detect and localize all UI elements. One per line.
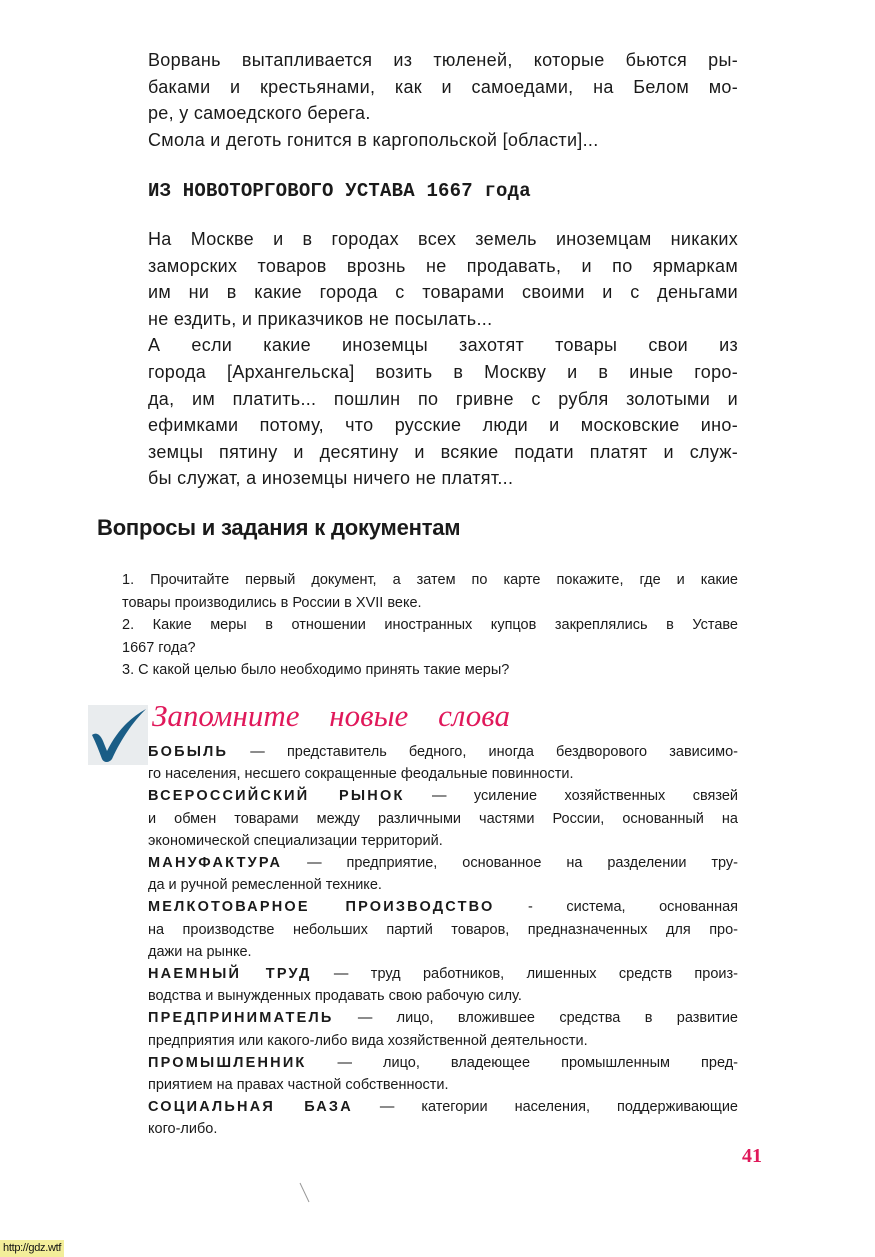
glossary-definition: - система, основанная [494, 899, 738, 916]
glossary-term: НАЕМНЫЙ ТРУД [148, 966, 312, 983]
glossary-definition: — труд работников, лишенных средств произ- [311, 966, 738, 983]
glossary-definition: го населения, несшего сокращенные феодальные повинности. [148, 766, 574, 783]
glossary-term: БОБЫЛЬ [148, 744, 229, 760]
glossary-entry [148, 963, 738, 985]
text-line: На Москве и в городах всех земель иноземцам никаких [148, 229, 738, 249]
text-line: А если какие иноземцы захотят товары свои из [148, 335, 738, 356]
text-line: ре, у самоедского берега. [148, 103, 371, 123]
glossary-term: МЕЛКОТОВАРНОЕ ПРОИЗВОДСТВО [148, 899, 495, 916]
glossary-definition: и обмен товарами между различными частями России, основанный на [148, 810, 738, 827]
text-line: земцы пятину и десятину и всякие подати платят и служ- [148, 441, 738, 462]
glossary-term: ВСЕРОССИЙСКИЙ РЫНОК [148, 788, 405, 805]
glossary-line [148, 985, 738, 1007]
glossary-definition: экономической специализации территорий. [148, 832, 443, 849]
document-excerpt-1 [148, 47, 738, 153]
text-line: Ворвань вытапливается из тюленей, которые бьются ры- [148, 50, 738, 70]
glossary-term: МАНУФАКТУРА [148, 855, 283, 872]
page-number: 41 [742, 1145, 762, 1167]
stray-mark [298, 1182, 312, 1209]
watermark-link[interactable]: http://gdz.wtf [0, 1240, 64, 1257]
glossary-entry [148, 785, 738, 807]
glossary-line [148, 941, 738, 963]
glossary-line [148, 808, 738, 830]
glossary-definition: — лицо, вложившее средства в развитие [333, 1010, 738, 1027]
glossary-entry [148, 741, 738, 763]
glossary-definition: — представитель бедного, иногда бездворового зависимо- [228, 744, 738, 760]
glossary-definition: — усиление хозяйственных связей [404, 788, 738, 805]
document-excerpt-2 [148, 226, 738, 492]
glossary-entry [148, 1007, 738, 1029]
section-heading: Вопросы и задания к документам [97, 515, 461, 540]
text-line: Смола и деготь гонится в каргопольской [области]... [148, 129, 599, 150]
document-heading: ИЗ НОВОТОРГОВОГО УСТАВА 1667 года [148, 180, 531, 202]
text-line: товары производились в России в XVII веке. [122, 594, 422, 611]
glossary-line [148, 1030, 738, 1052]
questions-list [122, 569, 738, 682]
glossary-entry [148, 852, 738, 874]
glossary-entry [148, 1096, 738, 1118]
glossary-line [148, 1118, 738, 1140]
glossary-definition: кого-либо. [148, 1121, 218, 1138]
glossary-definition: да и ручной ремесленной технике. [148, 877, 382, 894]
glossary-line [148, 919, 738, 941]
glossary-list [148, 741, 738, 1141]
text-line: баками и крестьянами, как и самоедами, на Белом мо- [148, 76, 738, 97]
text-line: им ни в какие города с товарами своими и с деньгами [148, 282, 738, 303]
text-line: 1. Прочитайте первый документ, а затем по карте покажите, где и какие [122, 572, 738, 588]
glossary-definition: водства и вынужденных продавать свою рабочую силу. [148, 988, 522, 1005]
text-line: 1667 года? [122, 639, 196, 656]
glossary-line [148, 830, 738, 852]
glossary-line [148, 874, 738, 896]
glossary-definition: — категории населения, поддерживающие [352, 1099, 738, 1116]
glossary-line [148, 1074, 738, 1096]
glossary-entry [148, 1052, 738, 1074]
glossary-definition: предприятия или какого-либо вида хозяйственной деятельности. [148, 1032, 588, 1049]
text-line: бы служат, а иноземцы ничего не платят... [148, 468, 514, 489]
glossary-term: СОЦИАЛЬНАЯ БАЗА [148, 1099, 353, 1116]
text-line: да, им платить... пошлин по гривне с рубля золотыми и [148, 388, 738, 409]
glossary-definition: — предприятие, основанное на разделении тру- [282, 855, 738, 872]
text-line: не ездить, и приказчиков не посылать... [148, 308, 493, 329]
text-line: 3. С какой целью было необходимо принять такие меры? [122, 662, 510, 678]
glossary-line [148, 763, 738, 785]
checkmark-icon [88, 705, 148, 765]
glossary-definition: приятием на правах частной собственности. [148, 1077, 449, 1094]
text-line: заморских товаров врознь не продавать, и по ярмаркам [148, 255, 738, 276]
text-line: ефимками потому, что русские люди и московские ино- [148, 415, 738, 436]
glossary-definition: — лицо, владеющее промышленным пред- [306, 1054, 738, 1071]
glossary-term: ПРОМЫШЛЕННИК [148, 1054, 307, 1071]
glossary-term: ПРЕДПРИНИМАТЕЛЬ [148, 1010, 334, 1027]
glossary-definition: на производстве небольших партий товаров, предназначенных для про- [148, 921, 738, 938]
text-line: 2. Какие меры в отношении иностранных купцов закреплялись в Уставе [122, 617, 738, 633]
glossary-entry [148, 896, 738, 918]
glossary-title: Запомните новые слова [152, 698, 510, 733]
text-line: города [Архангельска] возить в Москву и в иные горо- [148, 361, 738, 382]
glossary-definition: дажи на рынке. [148, 943, 252, 960]
